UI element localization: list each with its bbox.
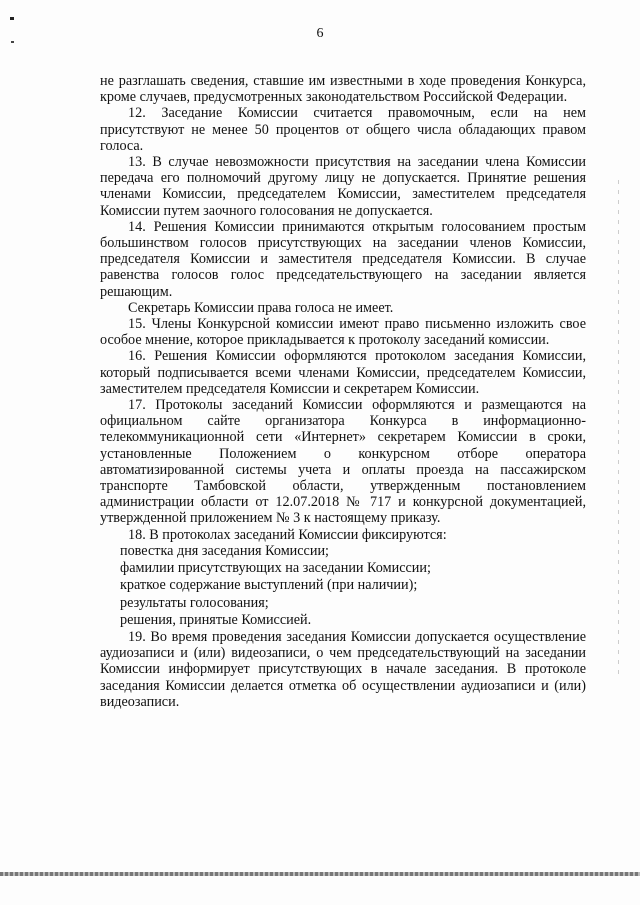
paragraph-19: 19. Во время проведения заседания Комиссии допускается осуществление аудиозаписи и (или) видеозаписи, о чем председательствующий на заседании Комиссии информирует присутствующих в начале заседания. В протоколе заседания Комиссии делается отметка об осуществлении аудиозаписи и (или) видеозаписи. xyxy=(100,628,586,710)
paragraph-17: 17. Протоколы заседаний Комиссии оформляются и размещаются на официальном сайте организатора Конкурса в информационно-телекоммуникационной сети «Интернет» секретарем Комиссии в сроки, установленные Положением о конкурсном отборе оператора автоматизированной системы учета и оплаты проезда на пассажирском транспорте Тамбовской области, утвержденным постановлением администрации области от 12.07.2018 № 717 и конкурсной документацией, утвержденной приложением № 3 к настоящему приказу. xyxy=(100,397,586,527)
list-item: краткое содержание выступлений (при наличии); xyxy=(120,577,418,594)
paragraph-12: 12. Заседание Комиссии считается правомочным, если на нем присутствуют не менее 50 процентов от общего числа обладающих правом голоса. xyxy=(100,105,586,154)
paragraph-secretary: Секретарь Комиссии права голоса не имеет. xyxy=(128,299,394,316)
scan-artifact xyxy=(10,17,14,20)
paragraph-13: 13. В случае невозможности присутствия на заседании члена Комиссии передача его полномочий другому лицу не допускается. Принятие решения членами Комиссии, председателем Комиссии, заместителем председателя Комиссии путем заочного голосования не допускается. xyxy=(100,154,586,219)
paragraph-14: 14. Решения Комиссии принимаются открытым голосованием простым большинством голосов присутствующих на заседании членов Комиссии, председателя Комиссии и заместителя председателя Комиссии. В случае равенства голосов голос председательствующего на заседании является решающим. xyxy=(100,218,586,300)
list-item: фамилии присутствующих на заседании Комиссии; xyxy=(120,560,431,577)
document-body xyxy=(100,73,586,710)
list-item: повестка дня заседания Комиссии; xyxy=(120,542,329,559)
list-item: результаты голосования; xyxy=(120,594,269,611)
paragraph-15: 15. Члены Конкурсной комиссии имеют право письменно изложить свое особое мнение, которое прикладывается к протоколу заседаний комиссии. xyxy=(100,316,586,349)
scan-edge xyxy=(618,180,619,680)
scan-edge xyxy=(0,872,640,876)
page-number: 6 xyxy=(316,26,324,41)
paragraph-16: 16. Решения Комиссии оформляются протоколом заседания Комиссии, который подписывается всеми членами Комиссии, председателем Комиссии, заместителем председателя Комиссии и секретарем Комиссии. xyxy=(100,348,586,397)
paragraph-18: 18. В протоколах заседаний Комиссии фиксируются: xyxy=(128,526,447,543)
list-item: решения, принятые Комиссией. xyxy=(120,611,312,628)
paragraph-continuation: не разглашать сведения, ставшие им известными в ходе проведения Конкурса, кроме случаев, предусмотренных законодательством Российской Федерации. xyxy=(100,73,586,106)
